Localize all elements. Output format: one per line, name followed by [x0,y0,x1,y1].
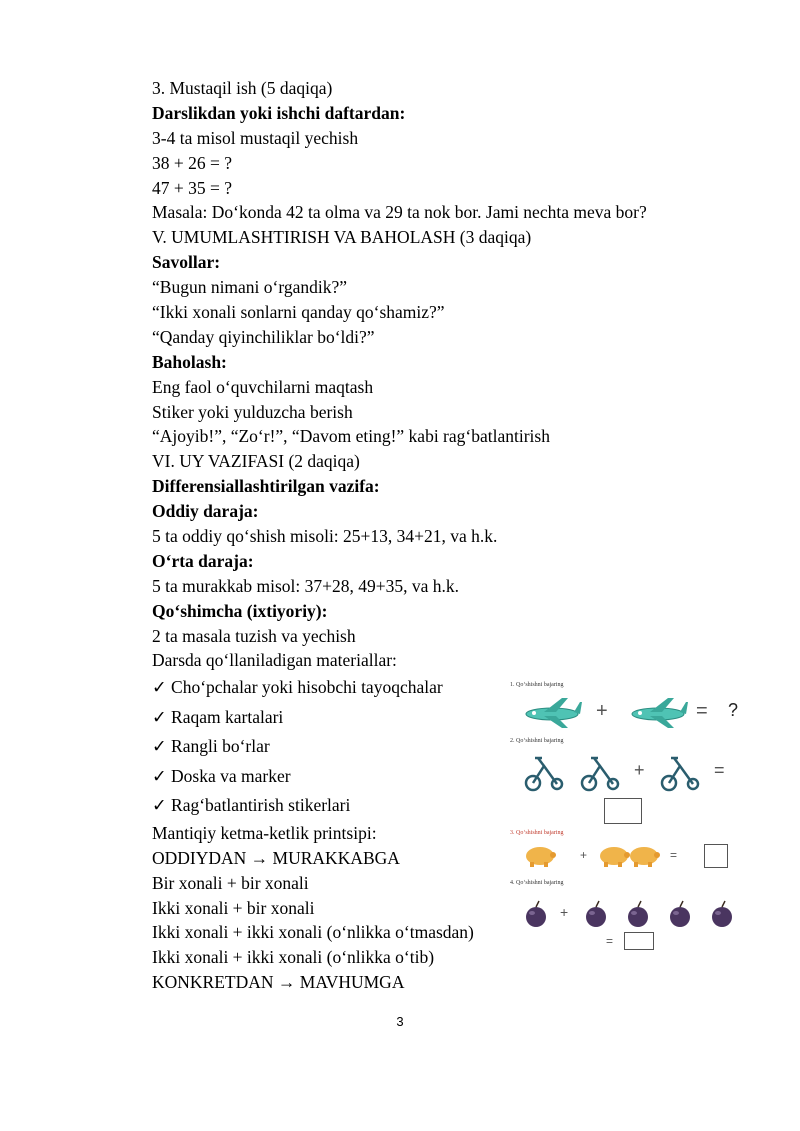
exercise-4-caption: 4. Qo‘shishni bajaring [510,880,564,886]
exercise-1-caption: 1. Qo‘shishni bajaring [510,682,564,688]
plus-sign: + [634,760,645,780]
equals-sign: = [670,848,678,862]
answer-box [704,844,728,868]
plum-icon [710,900,734,928]
text-line: KONKRETDAN → MAVHUMGA [152,972,405,993]
text-line: “Ikki xonali sonlarni qanday qo‘shamiz?” [152,302,445,323]
text-line: 2 ta masala tuzish va yechish [152,625,356,646]
text-line: 5 ta oddiy qo‘shish misoli: 25+13, 34+21, va h.k. [152,526,498,547]
piggy-bank-icon [628,844,662,868]
materials-item: ✓ Doska va marker [152,765,291,786]
text-line: “Bugun nimani o‘rgandik?” [152,277,348,298]
answer-box [604,798,642,824]
text-line: ODDIYDAN → MURAKKABGA [152,847,400,868]
airplane-icon [522,696,582,730]
text-line: 5 ta murakkab misol: 37+28, 49+35, va h.k. [152,575,459,596]
plus-sign: + [560,904,569,920]
materials-item: ✓ Raqam kartalari [152,706,284,727]
answer-box [624,932,654,950]
plus-sign: + [580,848,588,862]
tricycle-icon [580,752,620,792]
plum-icon [584,900,608,928]
text-line: Stiker yoki yulduzcha berish [152,401,353,422]
materials-item: ✓ Rangli bo‘rlar [152,736,270,757]
heading-line: Oddiy daraja: [152,501,259,522]
text-line: Ikki xonali + bir xonali [152,897,315,918]
piggy-bank-icon [598,844,632,868]
materials-item: ✓ Cho‘pchalar yoki hisobchi tayoqchalar [152,677,443,698]
text-line: 3. Mustaqil ish (5 daqiqa) [152,78,333,98]
text-line: Ikki xonali + ikki xonali (o‘nlikka o‘tmasdan) [152,922,474,943]
equals-sign: = [606,934,614,948]
plum-icon [626,900,650,928]
plus-sign: + [596,700,608,722]
question-mark: ? [728,700,739,720]
materials-item: ✓ Rag‘batlantirish stikerlari [152,795,351,816]
page-number: 3 [396,1014,404,1029]
tricycle-icon [660,752,700,792]
equals-sign: = [714,760,725,780]
text-line: Darsda qo‘llaniladigan materiallar: [152,650,397,671]
text-line: “Ajoyib!”, “Zo‘r!”, “Davom eting!” kabi rag‘batlantirish [152,426,550,447]
exercise-figure [506,676,756,966]
main-lines [152,76,712,673]
heading-line: O‘rta daraja: [152,550,254,571]
heading-line: Darslikdan yoki ishchi daftardan: [152,102,406,123]
plum-icon [668,900,692,928]
text-line: VI. UY VAZIFASI (2 daqiqa) [152,451,360,472]
equals-sign: = [696,700,708,722]
text-line: V. UMUMLASHTIRISH VA BAHOLASH (3 daqiqa) [152,227,532,248]
text-line: Eng faol o‘quvchilarni maqtash [152,376,374,397]
heading-line: Differensiallashtirilgan vazifa: [152,476,380,497]
exercise-2-caption: 2. Qo‘shishni bajaring [510,738,564,744]
text-line: Masala: Do‘konda 42 ta olma va 29 ta nok bor. Jami nechta meva bor? [152,202,647,223]
tricycle-icon [524,752,564,792]
airplane-icon [628,696,688,730]
text-line: Mantiqiy ketma-ketlik printsipi: [152,822,377,843]
text-line: 38 + 26 = ? [152,152,233,173]
text-line: Ikki xonali + ikki xonali (o‘nlikka o‘tib) [152,947,435,968]
text-line: 3-4 ta misol mustaqil yechish [152,127,359,148]
heading-line: Savollar: [152,252,221,273]
piggy-bank-icon [524,844,558,868]
exercise-3-caption: 3. Qo‘shishni bajaring [510,830,564,836]
text-line: 47 + 35 = ? [152,177,233,198]
heading-line: Baholash: [152,351,227,372]
heading-line: Qo‘shimcha (ixtiyoriy): [152,600,328,621]
text-line: Bir xonali + bir xonali [152,872,309,893]
text-line: “Qanday qiyinchiliklar bo‘ldi?” [152,326,375,347]
plum-icon [524,900,548,928]
